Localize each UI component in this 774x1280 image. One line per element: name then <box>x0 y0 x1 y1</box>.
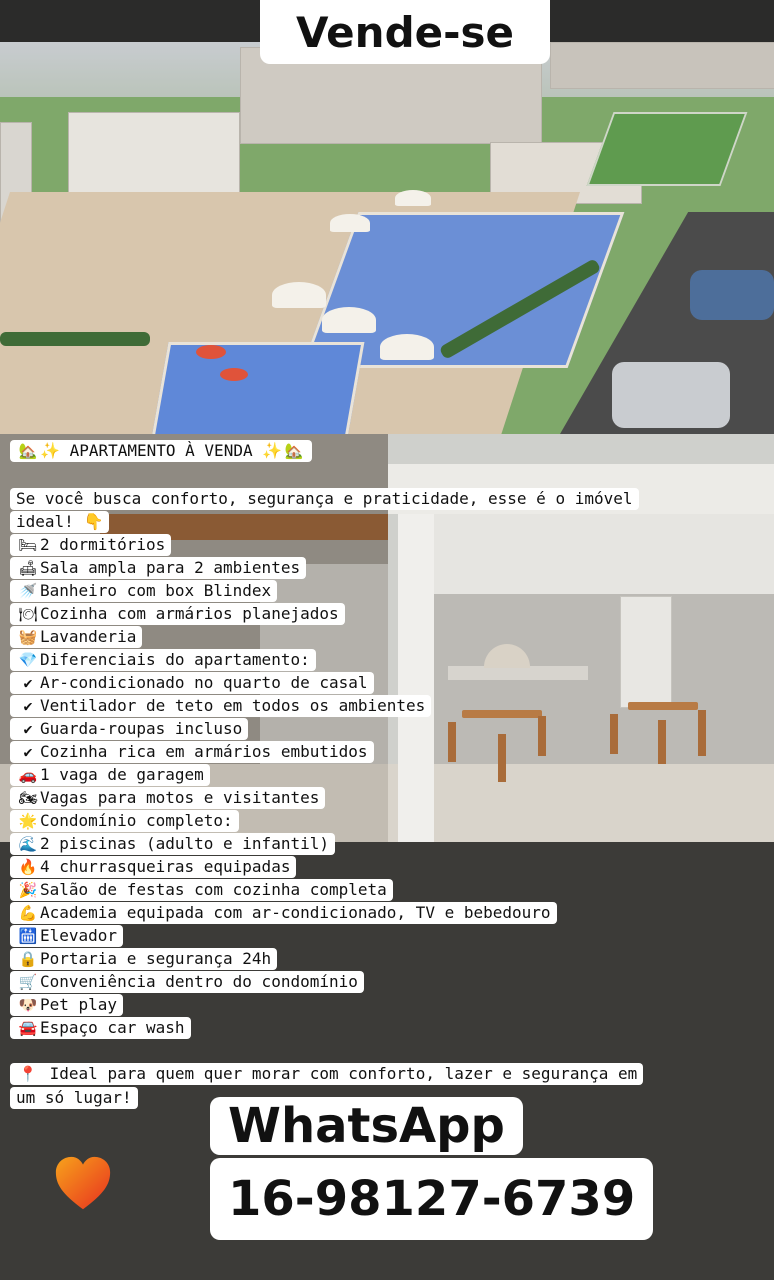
intro-text: ideal! <box>16 512 74 531</box>
feature-text: Banheiro com box Blindex <box>40 581 272 600</box>
pin-icon: 📍 <box>18 1065 38 1083</box>
dining-table <box>628 702 698 710</box>
intro-text: Se você busca conforto, segurança e praticidade, esse é o imóvel <box>16 489 633 508</box>
closing-line-2 <box>10 1087 138 1109</box>
feature-item <box>10 741 374 763</box>
car-front-icon: 🚘 <box>18 1019 38 1037</box>
closing-line-1 <box>10 1063 643 1085</box>
feature-item <box>10 879 393 901</box>
umbrella <box>395 190 431 206</box>
umbrella <box>330 214 370 232</box>
listing-heading <box>10 440 312 462</box>
kids-pool-fountain <box>220 368 248 381</box>
feature-item <box>10 925 123 947</box>
parked-car <box>612 362 730 428</box>
party-icon: 🎉 <box>18 881 38 899</box>
muscle-icon: 💪 <box>18 904 38 922</box>
counter <box>448 666 588 680</box>
kids-pool <box>152 342 365 434</box>
aerial-render-image <box>0 42 774 434</box>
feature-text: Cozinha com armários planejados <box>40 604 339 623</box>
bed-icon: 🛏 <box>18 536 38 554</box>
feature-text: Pet play <box>40 995 118 1014</box>
umbrella <box>272 282 326 308</box>
pillar <box>398 514 434 842</box>
feature-item <box>10 994 123 1016</box>
umbrella <box>322 307 376 333</box>
closing-text: Ideal para quem quer morar com conforto, lazer e segurança em <box>49 1064 638 1083</box>
back-wall <box>428 594 774 774</box>
feature-item <box>10 603 345 625</box>
chair <box>538 716 546 756</box>
feature-text: Ventilador de teto em todos os ambientes <box>40 696 426 715</box>
wave-icon: 🌊 <box>18 835 38 853</box>
feature-text: Guarda-roupas incluso <box>40 719 243 738</box>
feature-item <box>10 695 431 717</box>
feature-item <box>10 534 171 556</box>
feature-text: 1 vaga de garagem <box>40 765 204 784</box>
sofa-icon: 🛋 <box>18 559 38 577</box>
page-title: Vende-se <box>260 0 550 64</box>
check-icon: ✔ <box>23 720 33 738</box>
chair <box>658 720 666 764</box>
feature-text: Academia equipada com ar-condicionado, TV e bebedouro <box>40 903 551 922</box>
feature-text: Elevador <box>40 926 118 945</box>
sports-field <box>587 112 748 186</box>
kids-pool-fountain <box>196 345 226 359</box>
feature-text: 2 piscinas (adulto e infantil) <box>40 834 329 853</box>
feature-text: 4 churrasqueiras equipadas <box>40 857 291 876</box>
feature-item <box>10 856 296 878</box>
car-icon: 🚗 <box>18 766 38 784</box>
party-hall <box>68 112 240 199</box>
feature-item <box>10 557 306 579</box>
basket-icon: 🧺 <box>18 628 38 646</box>
dining-table <box>462 710 542 718</box>
feature-item <box>10 833 335 855</box>
sparkles-icon: ✨ <box>40 441 60 460</box>
shower-icon: 🚿 <box>18 582 38 600</box>
feature-item <box>10 1017 191 1039</box>
house-icon: 🏡 <box>284 442 304 460</box>
house-icon: 🏡 <box>18 442 38 460</box>
pointing-down-icon: 👇 <box>83 512 104 531</box>
feature-text: 2 dormitórios <box>40 535 166 554</box>
feature-text: Espaço car wash <box>40 1018 185 1037</box>
feature-item <box>10 764 210 786</box>
hedge <box>0 332 150 346</box>
feature-item <box>10 580 277 602</box>
lock-icon: 🔒 <box>18 950 38 968</box>
building-right <box>550 42 774 89</box>
fire-icon: 🔥 <box>18 858 38 876</box>
umbrella <box>380 334 434 360</box>
feature-text: Condomínio completo: <box>40 811 233 830</box>
feature-text: Ar-condicionado no quarto de casal <box>40 673 368 692</box>
check-icon: ✔ <box>23 743 33 761</box>
intro-line-1 <box>10 488 639 510</box>
feature-text: Vagas para motos e visitantes <box>40 788 320 807</box>
gem-icon: 💎 <box>18 651 38 669</box>
plate-icon: 🍽 <box>18 605 38 623</box>
listing-heading-text: APARTAMENTO À VENDA <box>69 441 253 460</box>
heart-icon <box>52 1153 114 1215</box>
ceiling <box>418 514 774 594</box>
feature-item <box>10 626 142 648</box>
elevator-icon: 🛗 <box>18 927 38 945</box>
feature-text: Diferenciais do apartamento: <box>40 650 310 669</box>
floor <box>388 764 774 842</box>
closing-text: um só lugar! <box>16 1088 132 1107</box>
star-icon: 🌟 <box>18 812 38 830</box>
check-icon: ✔ <box>23 674 33 692</box>
whatsapp-label: WhatsApp <box>210 1097 523 1155</box>
cart-icon: 🛒 <box>18 973 38 991</box>
whatsapp-phone[interactable]: 16-98127-6739 <box>210 1158 653 1240</box>
feature-item <box>10 672 374 694</box>
check-icon: ✔ <box>23 697 33 715</box>
chair <box>498 734 506 782</box>
chair <box>448 722 456 762</box>
door <box>620 596 672 708</box>
feature-text: Portaria e segurança 24h <box>40 949 272 968</box>
sparkles-icon: ✨ <box>262 441 283 460</box>
feature-item <box>10 971 364 993</box>
feature-item <box>10 718 248 740</box>
feature-text: Conveniência dentro do condomínio <box>40 972 358 991</box>
parked-car <box>690 270 774 320</box>
chair <box>610 714 618 754</box>
feature-item <box>10 810 239 832</box>
feature-text: Lavanderia <box>40 627 137 646</box>
intro-line-2 <box>10 511 109 533</box>
feature-item <box>10 902 557 924</box>
chair <box>698 710 706 756</box>
dog-icon: 🐶 <box>18 996 38 1014</box>
motorcycle-icon: 🏍 <box>18 789 38 807</box>
feature-item <box>10 649 316 671</box>
feature-text: Sala ampla para 2 ambientes <box>40 558 301 577</box>
feature-item <box>10 948 277 970</box>
feature-text: Cozinha rica em armários embutidos <box>40 742 368 761</box>
feature-text: Salão de festas com cozinha completa <box>40 880 387 899</box>
feature-item <box>10 787 325 809</box>
